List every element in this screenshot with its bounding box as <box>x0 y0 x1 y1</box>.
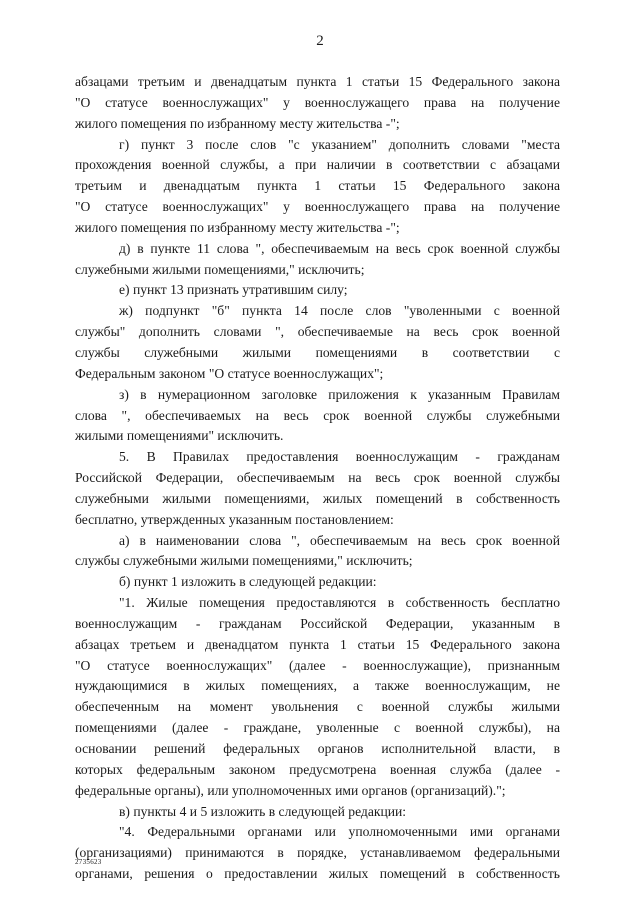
text-line: "О статусе военнослужащих" у военнослужащего права на получение <box>75 199 560 215</box>
text-line: военнослужащим - гражданам Российской Федерации, указанным в <box>75 615 560 631</box>
text-line: а) в наименовании слова ", обеспечиваемым на весь срок военной <box>119 532 560 548</box>
text-line: обеспеченным на момент увольнения с военной службы жилыми <box>75 699 560 715</box>
text-line: основании решений федеральных органов исполнительной власти, в <box>75 741 560 756</box>
text-line: "1. Жилые помещения предоставляются в собственность бесплатно <box>119 595 560 611</box>
text-line: 5. В Правилах предоставления военнослужащим - гражданам <box>119 449 560 465</box>
text-line: службы служебными жилыми помещениями в соответствии с <box>75 344 560 360</box>
text-line: абзацах третьем и двенадцатом пункта 1 статьи 15 Федерального закона <box>75 636 560 652</box>
text-line: прохождения военной службы, а при наличии в соответствии с абзацами <box>75 157 560 173</box>
text-line: "О статусе военнослужащих" у военнослужащего права на получение <box>75 94 560 110</box>
document-code: 2735623 <box>75 858 102 866</box>
text-line: органами, решения о предоставлении жилых помещений в собственность <box>75 866 560 882</box>
text-line: бесплатно, утвержденных указанным постановлением: <box>75 511 394 527</box>
text-line: (организациями) принимаются в порядке, устанавливаемом федеральными <box>75 845 560 861</box>
text-line: третьим и двенадцатым пункта 1 статьи 15 Федерального закона <box>75 178 560 194</box>
text-line: помещениями (далее - граждане, уволенные с военной службы), на <box>75 720 560 736</box>
text-line: Российской Федерации, обеспечиваемым на весь срок военной службы <box>75 470 560 486</box>
text-line: нуждающимися в жилых помещениях, а также военнослужащим, не <box>75 678 560 694</box>
text-line: ж) подпункт "б" пункта 14 после слов "уволенными с военной <box>119 303 560 319</box>
text-line: которых федеральным законом предусмотрена военная служба (далее - <box>75 761 560 777</box>
text-line: службы служебными жилыми помещениями," исключить; <box>75 553 413 569</box>
text-line: з) в нумерационном заголовке приложения к указанным Правилам <box>119 386 560 402</box>
text-line: служебными жилыми помещениями," исключить; <box>75 261 365 277</box>
document-body <box>75 72 560 885</box>
text-line: "О статусе военнослужащих" (далее - военнослужащие), признанным <box>75 657 560 673</box>
text-line: "4. Федеральными органами или уполномоченными ими органами <box>119 824 560 840</box>
text-line: службы" дополнить словами ", обеспечиваемые на весь срок военной <box>75 324 560 340</box>
text-line: слова ", обеспечиваемых на весь срок военной службы служебными <box>75 407 560 423</box>
text-line: б) пункт 1 изложить в следующей редакции: <box>119 574 377 590</box>
text-line: федеральные органы), или уполномоченных ими органов (организаций)."; <box>75 782 506 798</box>
text-line: абзацами третьим и двенадцатым пункта 1 статьи 15 Федерального закона <box>75 74 560 89</box>
text-line: жилого помещения по избранному месту жительства -"; <box>75 219 400 235</box>
page-number: 2 <box>316 33 324 49</box>
text-line: жилыми помещениями" исключить. <box>75 428 284 444</box>
text-line: жилого помещения по избранному месту жительства -"; <box>75 115 400 131</box>
text-line: Федеральным законом "О статусе военнослужащих"; <box>75 365 384 381</box>
text-line: служебными жилыми помещениями, жилых помещений в собственность <box>75 490 560 506</box>
text-line: е) пункт 13 признать утратившим силу; <box>119 282 348 298</box>
text-line: г) пункт 3 после слов "с указанием" дополнить словами "места <box>119 136 560 152</box>
text-line: в) пункты 4 и 5 изложить в следующей редакции: <box>119 803 407 819</box>
text-line: д) в пункте 11 слова ", обеспечиваемым на весь срок военной службы <box>119 240 560 256</box>
